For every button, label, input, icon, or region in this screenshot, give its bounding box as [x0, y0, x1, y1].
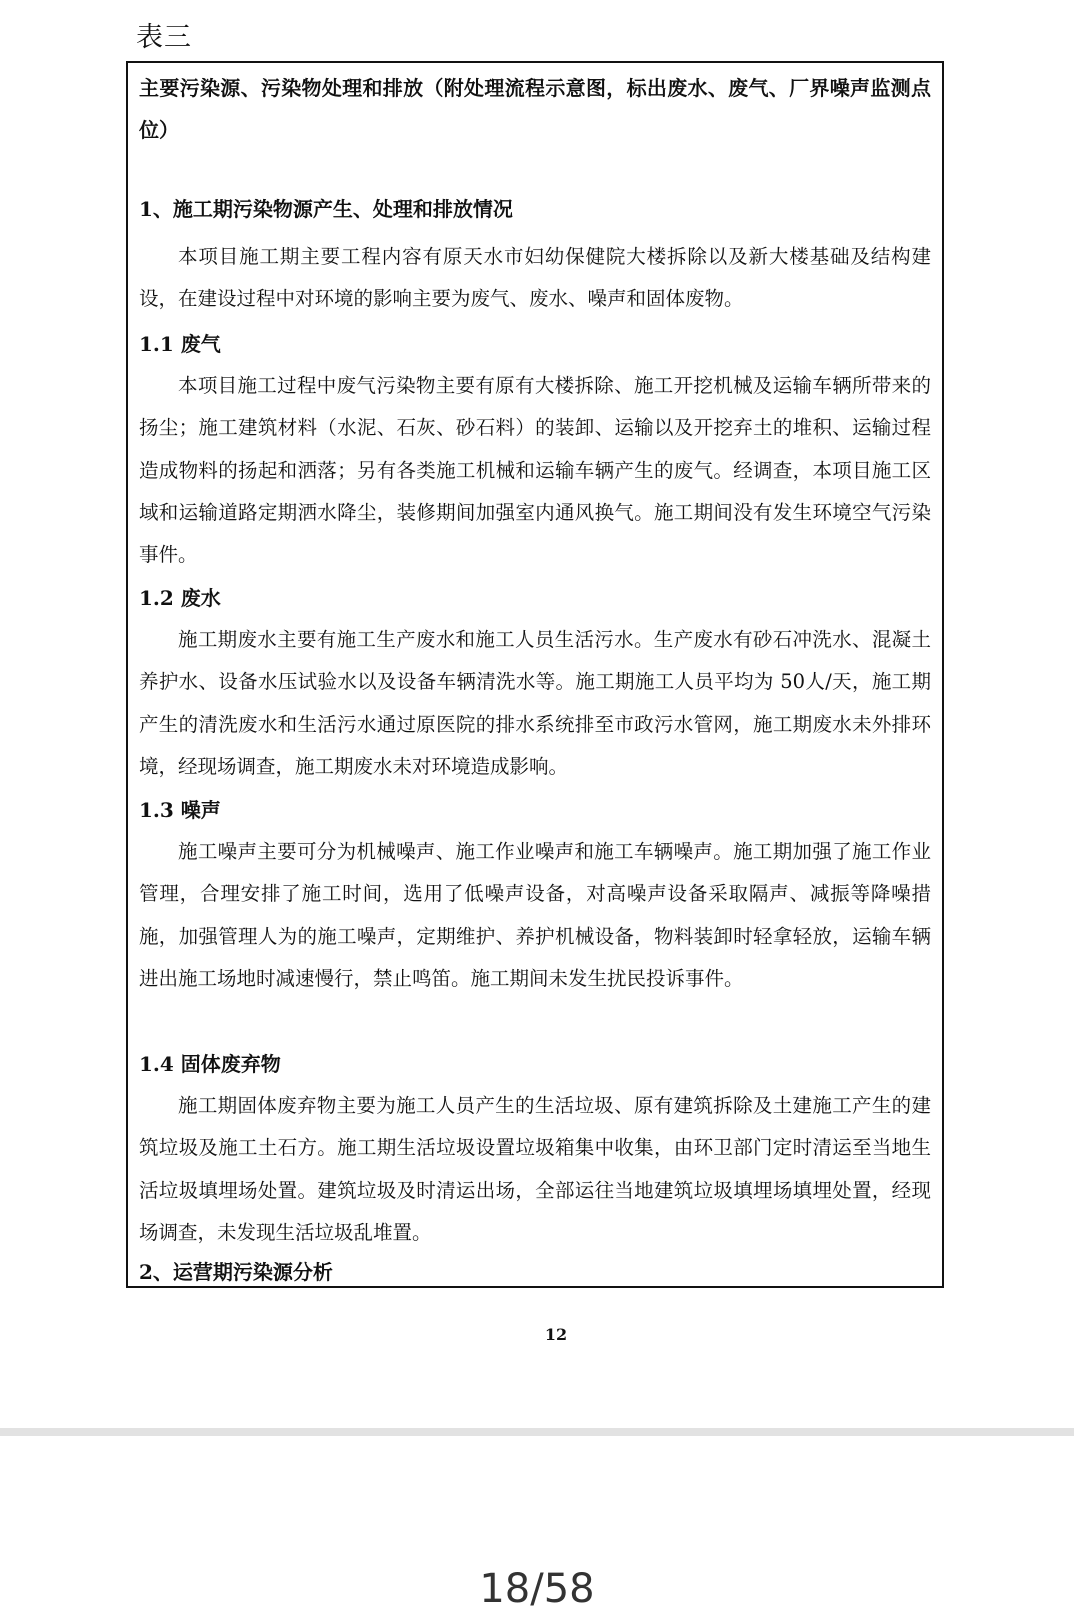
- viewer-divider: [0, 1428, 1074, 1436]
- paragraph-waste-gas: 本项目施工过程中废气污染物主要有原有大楼拆除、施工开挖机械及运输车辆所带来的扬尘；施工建筑材料（水泥、石灰、砂石料）的装卸、运输以及开挖弃土的堆积、运输过程造成物料的扬起和洒落；另有各类施工机械和运输车辆产生的废气。经调查，本项目施工区域和运输道路定期洒水降尘，装修期间加强室内通风换气。施工期间没有发生环境空气污染事件。: [139, 374, 931, 567]
- heading-construction-overview: 1、施工期污染物源产生、处理和排放情况: [139, 197, 513, 221]
- heading-waste-water: 1.2 废水: [139, 586, 221, 610]
- paragraph-construction-overview: 本项目施工期主要工程内容有原天水市妇幼保健院大楼拆除以及新大楼基础及结构建设，在建设过程中对环境的影响主要为废气、废水、噪声和固体废物。: [139, 245, 931, 311]
- heading-solid-waste: 1.4 固体废弃物: [139, 1052, 281, 1076]
- table-label: 表三: [136, 22, 192, 53]
- page-counter: 18/58: [479, 1566, 595, 1612]
- page-number: 12: [544, 1325, 568, 1344]
- content-box: [126, 61, 944, 1288]
- paragraph-noise: 施工噪声主要可分为机械噪声、施工作业噪声和施工车辆噪声。施工期加强了施工作业管理，合理安排了施工时间，选用了低噪声设备，对高噪声设备采取隔声、减振等降噪措施，加强管理人为的施工噪声，定期维护、养护机械设备，物料装卸时轻拿轻放，运输车辆进出施工场地时减速慢行，禁止鸣笛。施工期间未发生扰民投诉事件。: [139, 840, 931, 990]
- heading-waste-gas: 1.1 废气: [139, 332, 221, 356]
- paragraph-waste-water: 施工期废水主要有施工生产废水和施工人员生活污水。生产废水有砂石冲洗水、混凝土养护水、设备水压试验水以及设备车辆清洗水等。施工期施工人员平均为 50人/天，施工期产生的清洗废水和生活污水通过原医院的排水系统排至市政污水管网，施工期废水未外排环境，经现场调查，施工期废水未对环境造成影响。: [139, 628, 931, 778]
- section-header: 主要污染源、污染物处理和排放（附处理流程示意图，标出废水、废气、厂界噪声监测点位）: [139, 76, 931, 142]
- heading-noise: 1.3 噪声: [139, 798, 221, 822]
- heading-operation-period: 2、运营期污染源分析: [139, 1260, 333, 1284]
- paragraph-solid-waste: 施工期固体废弃物主要为施工人员产生的生活垃圾、原有建筑拆除及土建施工产生的建筑垃圾及施工土石方。施工期生活垃圾设置垃圾箱集中收集，由环卫部门定时清运至当地生活垃圾填埋场处置。建筑垃圾及时清运出场，全部运往当地建筑垃圾填埋场填埋处置，经现场调查，未发现生活垃圾乱堆置。: [139, 1094, 931, 1244]
